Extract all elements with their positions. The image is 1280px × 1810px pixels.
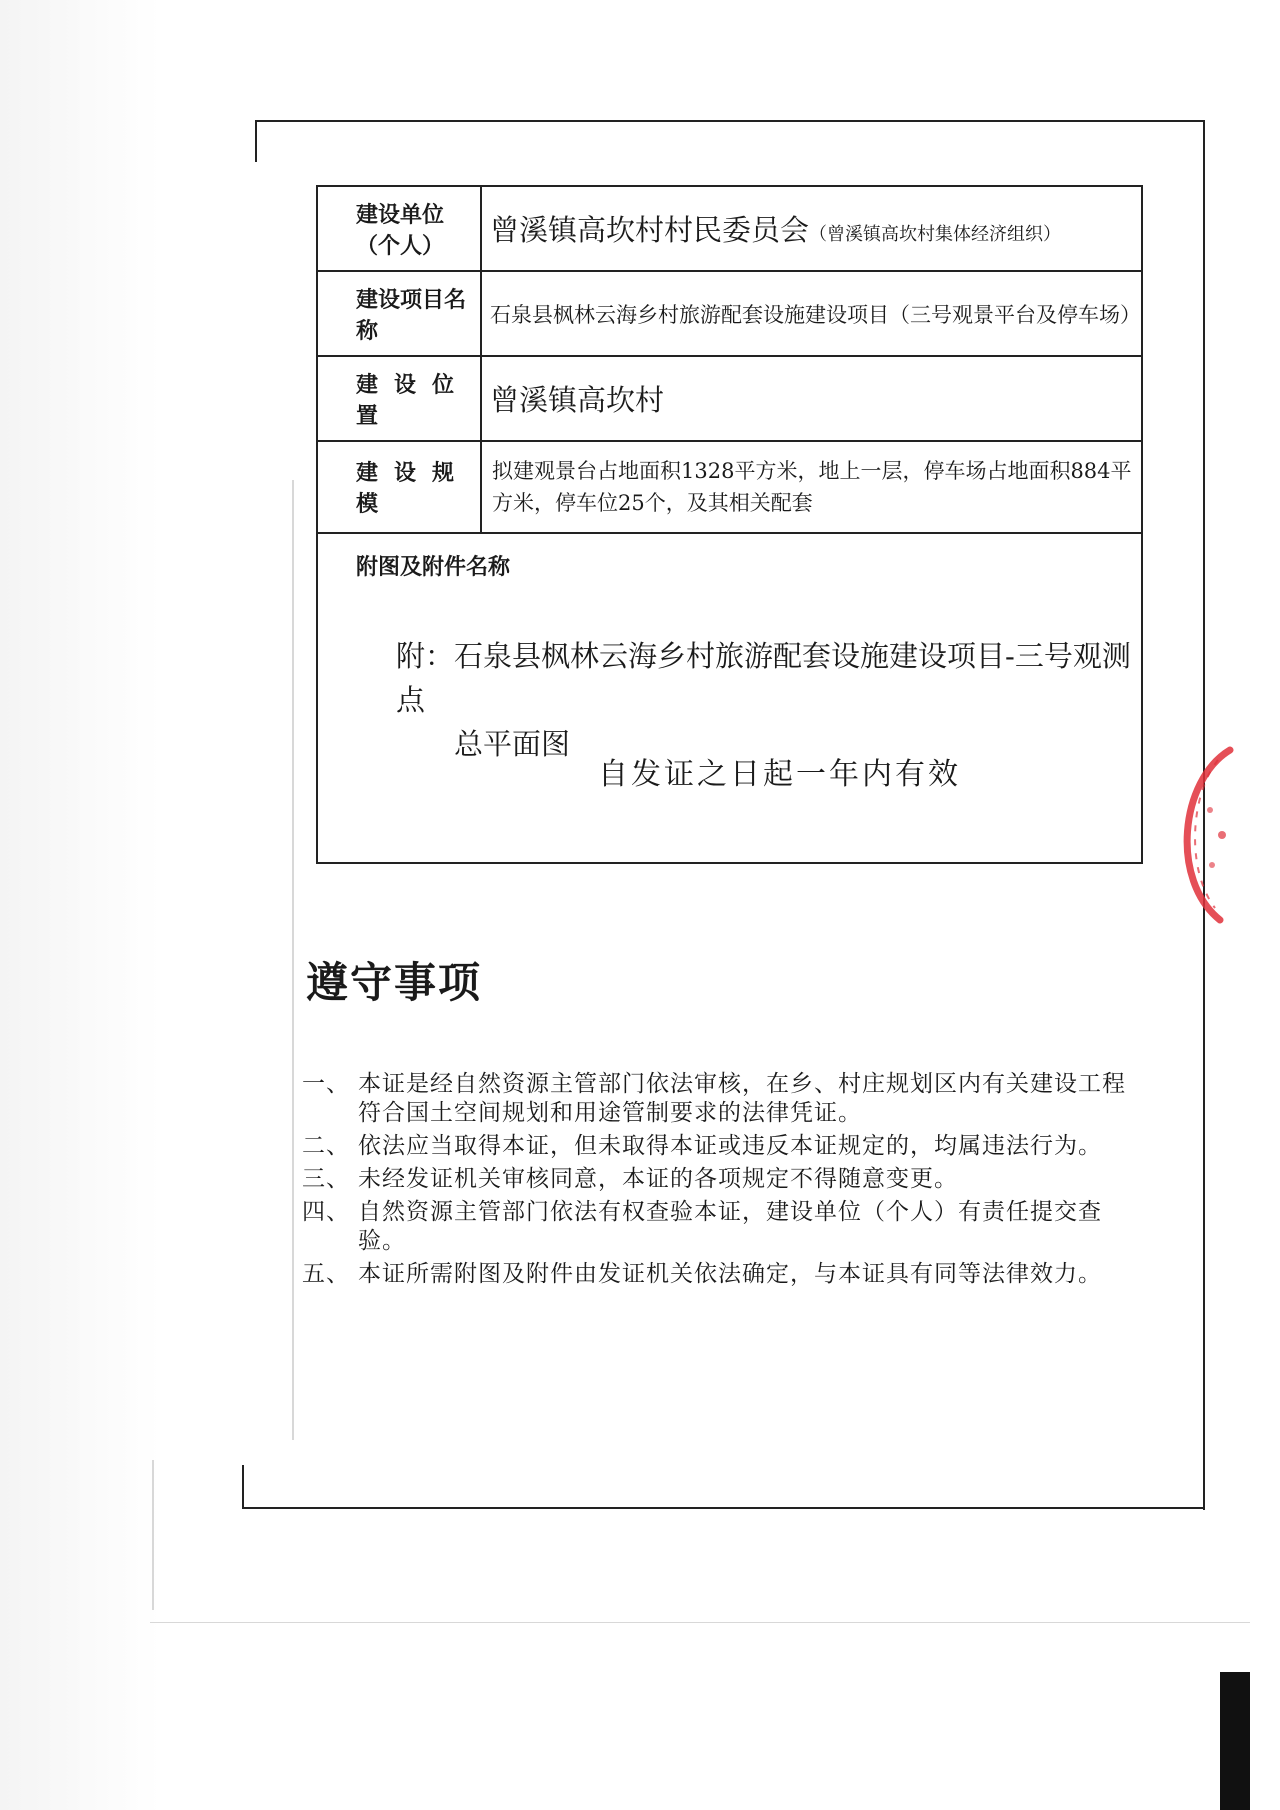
rule-text: 自然资源主管部门依法有权查验本证，建设单位（个人）有责任提交查验。 [358,1199,1102,1254]
attachments-label: 附图及附件名称 [356,555,511,580]
attachment-line-2: 总平面图 [454,727,571,761]
frame-line [242,1465,244,1509]
scan-artifact-line [150,1622,1250,1623]
scan-edge-bar [1220,1672,1250,1810]
rules-list [302,1070,1142,1293]
attachment-item [396,634,1136,766]
rules-heading: 遵守事项 [306,958,483,1007]
list-item [302,1198,1142,1256]
rule-text: 依法应当取得本证，但未取得本证或违反本证规定的，均属违法行为。 [358,1133,1102,1159]
scan-artifact-line [152,1460,154,1610]
frame-line [255,120,1205,122]
row-label: 建设位置 [317,356,481,441]
attachments-cell [317,533,1142,863]
list-item [302,1132,1142,1161]
list-item [302,1260,1142,1289]
rule-number: 五、 [302,1261,350,1287]
table-row [317,533,1142,863]
builder-name: 曾溪镇高坎村村民委员会 [490,213,810,247]
row-value: 石泉县枫林云海乡村旅游配套设施建设项目（三号观景平台及停车场） [481,271,1142,356]
frame-line [242,1507,1204,1509]
rule-number: 一、 [302,1071,350,1097]
row-label: 建设单位（个人） [317,186,481,271]
validity-note: 自发证之日起一年内有效 [598,757,961,792]
row-value: 曾溪镇高坎村 [481,356,1142,441]
row-value: 拟建观景台占地面积1328平方米，地上一层，停车场占地面积884平方米，停车位25个，及其相关配套 [481,441,1142,533]
rule-number: 四、 [302,1199,350,1225]
permit-table [316,185,1143,864]
row-label: 建设规模 [317,441,481,533]
scan-shadow [0,0,160,1810]
rule-text: 未经发证机关审核同意，本证的各项规定不得随意变更。 [358,1166,958,1192]
list-item [302,1070,1142,1128]
rule-number: 二、 [302,1133,350,1159]
builder-sub: （曾溪镇高坎村集体经济组织） [809,224,1062,245]
rule-text: 本证是经自然资源主管部门依法审核，在乡、村庄规划区内有关建设工程符合国土空间规划和用途管制要求的法律凭证。 [358,1071,1126,1126]
table-row [317,441,1142,533]
official-seal-icon [1160,740,1270,930]
attachment-prefix: 附： [396,639,455,673]
scan-artifact-line [292,480,294,1440]
table-row [317,271,1142,356]
table-row [317,186,1142,271]
attachment-line-1: 石泉县枫林云海乡村旅游配套设施建设项目-三号观测点 [396,639,1131,717]
row-value [481,186,1142,271]
rule-text: 本证所需附图及附件由发证机关依法确定，与本证具有同等法律效力。 [358,1261,1102,1287]
row-label: 建设项目名称 [317,271,481,356]
rule-number: 三、 [302,1166,350,1192]
table-row [317,356,1142,441]
list-item [302,1165,1142,1194]
frame-line [255,120,257,162]
